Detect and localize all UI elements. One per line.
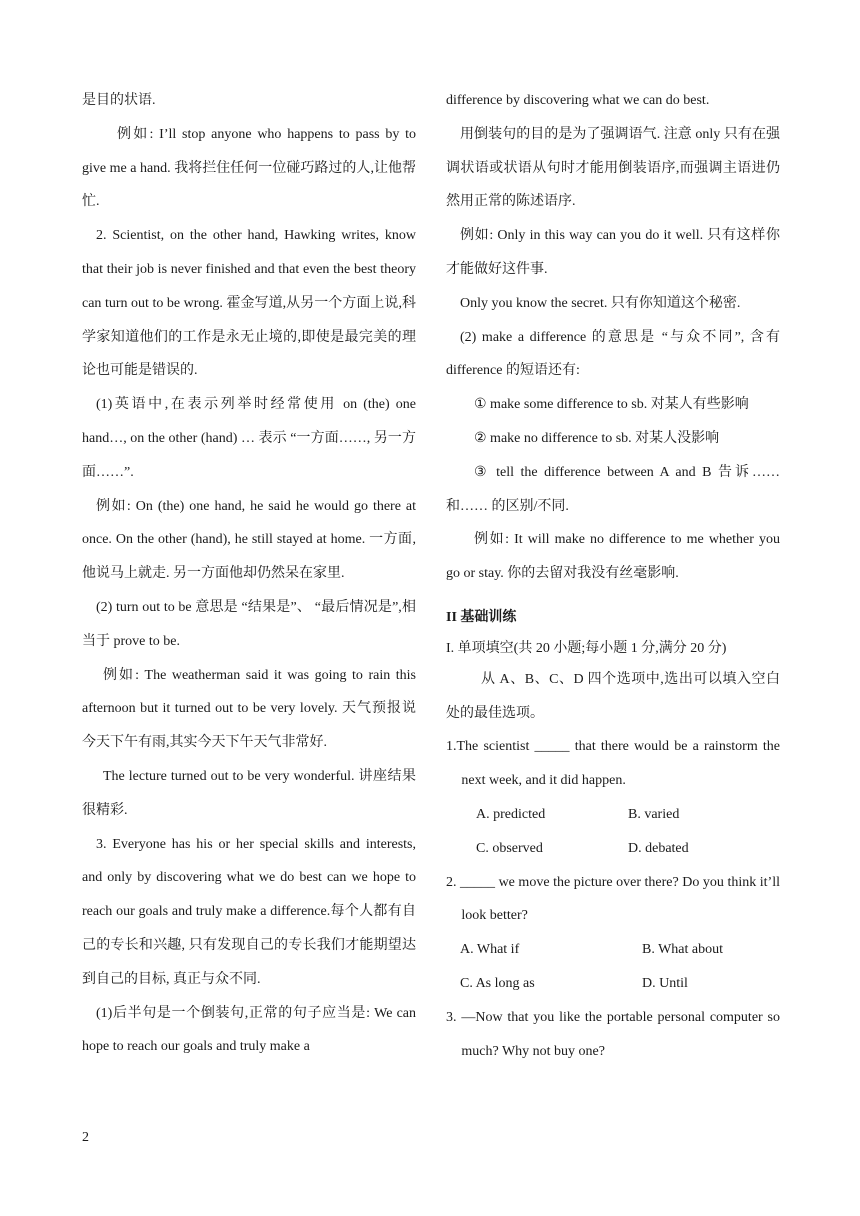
phrase-item: ② make no difference to sb. 对某人没影响 [474,430,720,446]
question-1-stem: 1.The scientist _____ that there would be a rainstorm the next week, and it did happen. [446,739,780,789]
example-paragraph: 例如: I’ll stop anyone who happens to pass by to give me a hand. 我将拦住任何一位碰巧路过的人,让他帮忙. [82,126,416,210]
question-1-options [446,798,780,866]
note-paragraph: (1)后半句是一个倒装句,正常的句子应当是: We can hope to reach our goals and truly make a [82,1005,416,1055]
question-3-stem: 3. —Now that you like the portable personal computer so much? Why not buy one? [446,1009,780,1059]
left-column [82,84,416,1064]
note-paragraph: 用倒装句的目的是为了强调语气. 注意 only 只有在强调状语或状语从句时才能用倒装语序,而强调主语进仍然用正常的陈述语序. [446,126,780,210]
example-paragraph: Only you know the secret. 只有你知道这个秘密. [460,295,741,311]
point-3-paragraph: 3. Everyone has his or her special skills and interests, and only by discovering what we do best can we hope to reach our goals and truly make a difference.每个人都有自己的专长和兴趣, 只有发现自己的专长我们才能期望达到自己的目标, 真正与众不同. [82,836,416,987]
paragraph: 是目的状语. [82,93,156,108]
example-paragraph: 例如: Only in this way can you do it well. 只有这样你才能做好这件事. [446,228,780,277]
option-b: B. What about [642,942,724,958]
option-c: C. observed [476,840,543,856]
exercise-heading: I. 单项填空(共 20 小题;每小题 1 分,满分 20 分) [446,640,727,656]
section-title: II 基础训练 [446,609,517,625]
example-paragraph: 例如: The weatherman said it was going to rain this afternoon but it turned out to be very lovely. 天气预报说今天下午有雨,其实今天下午天气非常好. [82,667,416,751]
paragraph: difference by discovering what we can do best. [446,93,710,108]
option-d: D. Until [642,975,688,991]
option-d: D. debated [628,840,689,856]
question-2-stem: 2. _____ we move the picture over there? Do you think it’ll look better? [446,874,780,924]
page-number: 2 [82,1130,89,1145]
exercise-instruction: 从 A、B、C、D 四个选项中,选出可以填入空白处的最佳选项。 [446,671,780,721]
option-c: C. As long as [460,975,535,991]
right-column [446,84,780,1068]
question-2-options [446,933,780,1001]
phrase-item: ① make some difference to sb. 对某人有些影响 [474,397,749,413]
point-2-paragraph: 2. Scientist, on the other hand, Hawking writes, know that their job is never finished and that even the best theory can turn out to be wrong. 霍金写道,从另一个方面上说,科学家知道他们的工作是永无止境的,即使是最完美的理论也可能是错误的. [82,228,416,379]
example-paragraph: The lecture turned out to be very wonderful. 讲座结果很精彩. [82,768,416,818]
example-paragraph: 例如: On (the) one hand, he said he would go there at once. On the other (hand), he still stayed at home. 一方面,他说马上就走. 另一方面他却仍然呆在家里. [82,498,416,582]
note-paragraph: (2) turn out to be 意思是 “结果是”、 “最后情况是”,相当于 prove to be. [82,599,416,649]
option-a: A. predicted [476,806,546,822]
option-a: A. What if [460,942,520,958]
option-b: B. varied [628,806,680,822]
example-paragraph: 例如: It will make no difference to me whether you go or stay. 你的去留对我没有丝毫影响. [446,532,780,582]
note-paragraph: (1)英语中,在表示列举时经常使用 on (the) one hand…, on the other (hand) … 表示 “一方面……, 另一方面……”. [82,397,416,480]
note-paragraph: (2) make a difference 的意思是 “与众不同”, 含有 difference 的短语还有: [446,329,780,379]
phrase-item: ③ tell the difference between A and B 告诉……和…… 的区别/不同. [446,464,780,514]
